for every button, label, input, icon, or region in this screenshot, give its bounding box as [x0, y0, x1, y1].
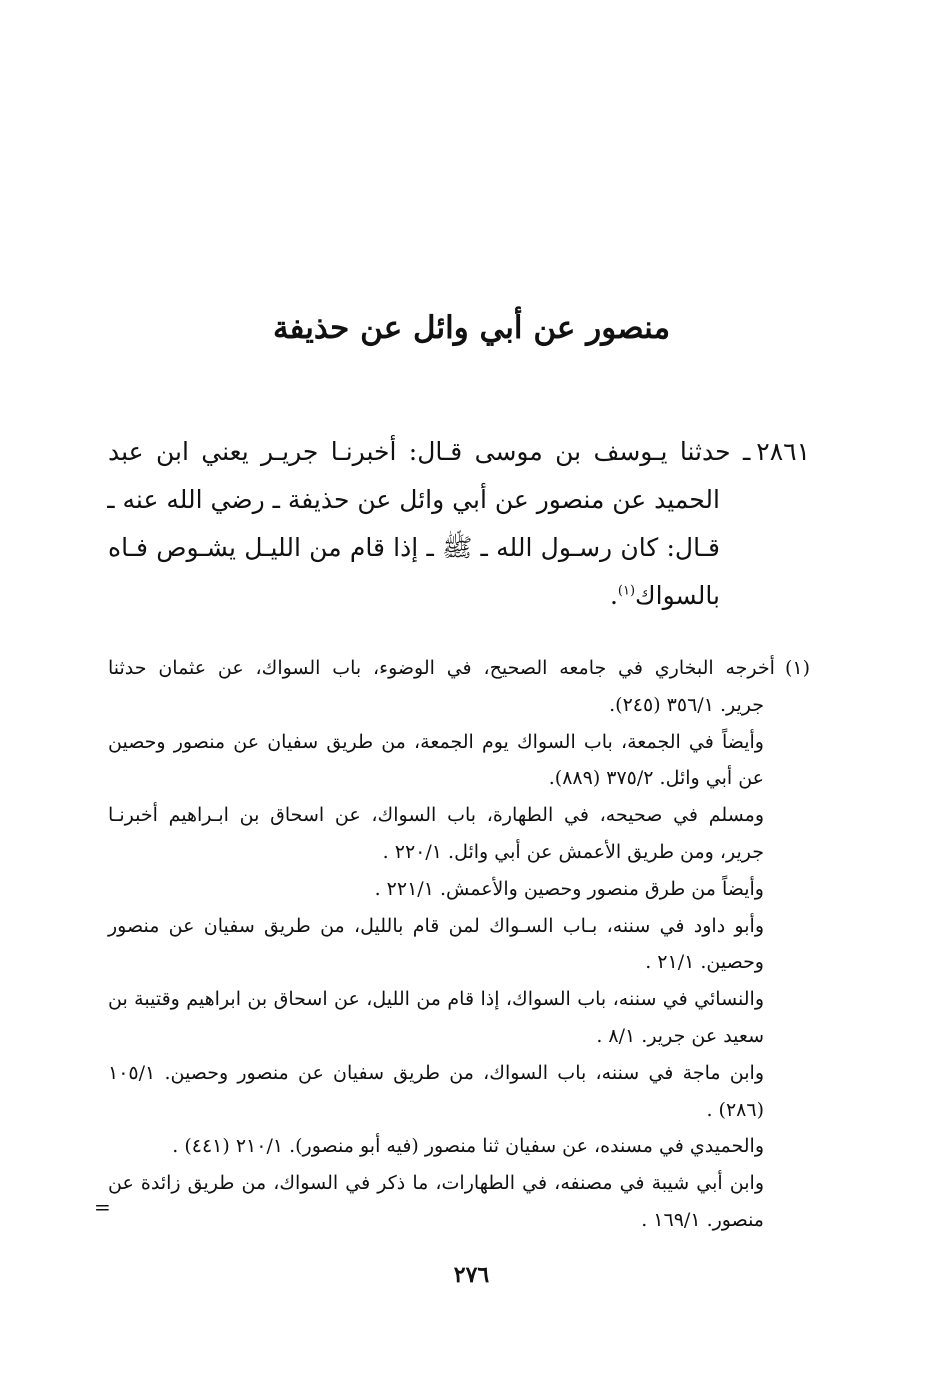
continuation-mark: = [94, 1195, 111, 1219]
footnote-line: جرير. ٣٥٦/١ (٢٤٥). [609, 693, 764, 716]
footnote-line: وحصين. ٢١/١ . [645, 951, 764, 974]
footnote-text: أخرجه البخاري في جامعه الصحيح، في الوضوء، باب السواك، عن عثمان حدثنا [108, 657, 775, 679]
hadith-end-punctuation: . [609, 581, 618, 610]
footnote-line: وأبو داود في سننه، بـاب السـواك لمن قام بالليل، من طريق سفيان عن منصور [108, 914, 764, 937]
hadith-line [108, 572, 810, 620]
footnote-marker: (١) [784, 657, 810, 679]
hadith-text: ـ حدثنا يـوسف بن موسى قـال: أخبرنـا جريـر يعني ابن عبد [108, 437, 751, 466]
footnote-line: جرير، ومن طريق الأعمش عن أبي وائل. ٢٢٠/١ . [382, 840, 764, 863]
hadith-number: ٢٨٦١ [756, 437, 810, 466]
footnote-line: والحميدي في مسنده، عن سفيان ثنا منصور (فيه أبو منصور). ٢١٠/١ (٤٤١) . [172, 1135, 764, 1158]
hadith-text: بالسواك [635, 581, 720, 610]
footnote-line: (٢٨٦) . [706, 1098, 764, 1121]
chapter-title: منصور عن أبي وائل عن حذيفة [272, 310, 671, 346]
hadith-line: قـال: كان رسـول الله ـ ﷺ ـ إذا قام من الليـل يشـوص فـاه [108, 533, 720, 562]
page-number: ٢٧٦ [453, 1262, 490, 1288]
hadith-line [108, 428, 810, 476]
footnote-line: وأيضاً في الجمعة، باب السواك يوم الجمعة، من طريق سفيان عن منصور وحصين [108, 730, 764, 753]
footnote-line: وابن ماجة في سننه، باب السواك، من طريق سفيان عن منصور وحصين. ١٠٥/١ [108, 1061, 764, 1084]
footnote-line: وابن أبي شيبة في مصنفه، في الطهارات، ما ذكر في السواك، من طريق زائدة عن [108, 1172, 764, 1195]
hadith-line: الحميد عن منصور عن أبي وائل عن حذيفة ـ رضي الله عنه ـ [107, 485, 720, 514]
hadith-block [108, 428, 810, 620]
footnote-reference[interactable]: (١) [617, 583, 636, 599]
footnote-line [108, 650, 810, 687]
footnote-line: منصور. ١٦٩/١ . [641, 1208, 764, 1231]
footnote-line: والنسائي في سننه، باب السواك، إذا قام من الليل، عن اسحاق بن ابراهيم وقتيبة بن [108, 988, 764, 1011]
footnote-line: وأيضاً من طرق منصور وحصين والأعمش. ٢٢١/١ . [374, 877, 764, 900]
footnote-line: عن أبي وائل. ٣٧٥/٢ (٨٨٩). [548, 767, 764, 790]
footnote-line: ومسلم في صحيحه، في الطهارة، باب السواك، عن اسحاق بن ابـراهيم أخبرنـا [108, 804, 764, 827]
footnotes-section [108, 650, 810, 1239]
footnote-line: سعيد عن جرير. ٨/١ . [596, 1024, 764, 1047]
